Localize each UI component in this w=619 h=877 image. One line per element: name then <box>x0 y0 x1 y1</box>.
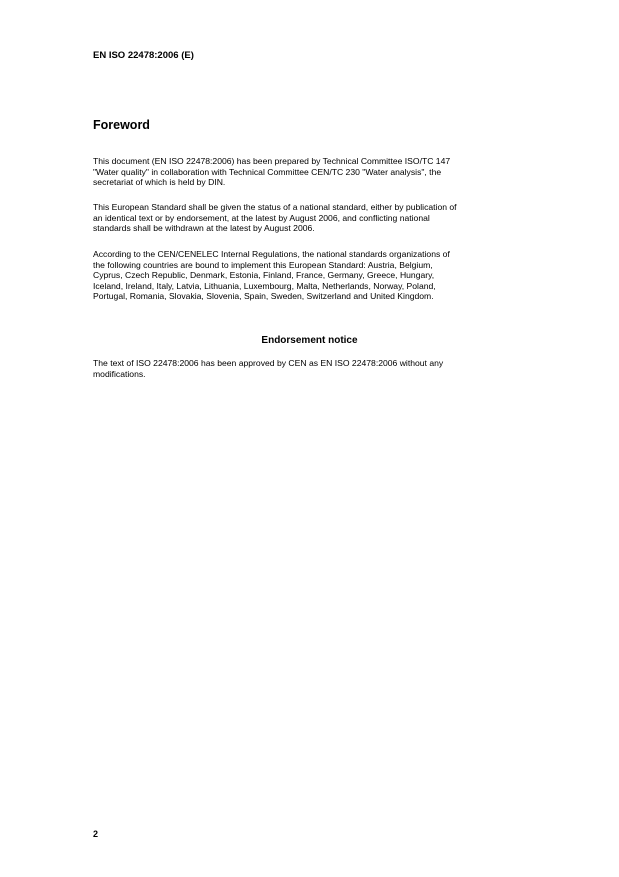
text-line: an identical text or by endorsement, at the latest by August 2006, and conflicting national <box>93 212 430 223</box>
text-line: The text of ISO 22478:2006 has been approved by CEN as EN ISO 22478:2006 without any <box>93 358 444 368</box>
text-line: Portugal, Romania, Slovakia, Slovenia, Spain, Sweden, Switzerland and United Kingdom. <box>93 291 434 302</box>
text-line: standards shall be withdrawn at the latest by August 2006. <box>93 223 315 234</box>
text-line: Iceland, Ireland, Italy, Latvia, Lithuania, Luxembourg, Malta, Netherlands, Norway, Poland, <box>93 280 436 291</box>
foreword-heading: Foreword <box>93 118 150 132</box>
text-line: secretariat of which is held by DIN. <box>93 177 226 188</box>
foreword-paragraph-3 <box>93 249 543 302</box>
text-line: This document (EN ISO 22478:2006) has been prepared by Technical Committee ISO/TC 147 <box>93 156 451 166</box>
foreword-paragraph-2 <box>93 202 543 234</box>
text-line: According to the CEN/CENELEC Internal Regulations, the national standards organizations of <box>93 249 450 259</box>
text-line: the following countries are bound to implement this European Standard: Austria, Belgium, <box>93 259 433 270</box>
foreword-paragraph-1 <box>93 156 543 188</box>
page-number: 2 <box>93 829 99 839</box>
text-line: This European Standard shall be given the status of a national standard, either by publication of <box>93 202 457 212</box>
endorsement-notice-heading: Endorsement notice <box>261 335 358 346</box>
text-line: Cyprus, Czech Republic, Denmark, Estonia, Finland, France, Germany, Greece, Hungary, <box>93 270 435 281</box>
text-line: modifications. <box>93 368 146 379</box>
endorsement-paragraph <box>93 358 543 379</box>
document-header-id: EN ISO 22478:2006 (E) <box>93 50 194 61</box>
text-line: "Water quality" in collaboration with Technical Committee CEN/TC 230 "Water analysis", the <box>93 166 442 177</box>
